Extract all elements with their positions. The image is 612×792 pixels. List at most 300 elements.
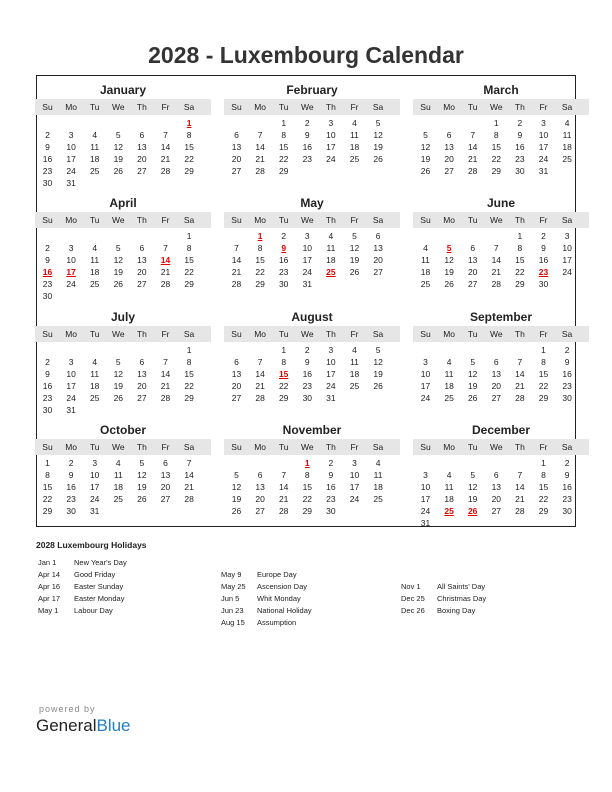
day: 24 <box>420 392 431 403</box>
weekday-label: We <box>489 328 503 339</box>
day: 16 <box>326 481 336 492</box>
day: 21 <box>231 267 242 278</box>
day: 12 <box>113 255 124 266</box>
weekday-header <box>35 212 211 228</box>
day: 17 <box>302 255 313 266</box>
day: 11 <box>562 130 572 140</box>
day: 27 <box>160 493 171 504</box>
day: 2 <box>564 457 570 468</box>
day: 31 <box>66 178 76 188</box>
day: 22 <box>278 380 289 391</box>
weekday-label: Tu <box>278 215 289 226</box>
day: 27 <box>231 392 242 403</box>
day: 15 <box>302 481 313 492</box>
holiday-item <box>38 581 127 593</box>
day: 31 <box>89 505 100 516</box>
day: 20 <box>491 493 502 504</box>
day: 24 <box>538 154 549 164</box>
day: 30 <box>562 392 572 403</box>
day: 19 <box>137 481 147 492</box>
day: 16 <box>42 380 53 391</box>
month-name: December <box>471 422 531 437</box>
day: 13 <box>231 142 242 152</box>
holiday-date: Jun 5 <box>221 594 240 603</box>
weekday-label: Fr <box>350 215 359 226</box>
day: 11 <box>444 368 454 379</box>
day: 15 <box>538 481 549 492</box>
day: 15 <box>184 368 194 379</box>
day: 30 <box>42 291 53 302</box>
day: 21 <box>160 380 171 391</box>
day: 5 <box>115 243 121 254</box>
day: 11 <box>421 255 430 266</box>
day: 15 <box>184 142 194 152</box>
day: 30 <box>42 178 53 188</box>
day: 17 <box>420 380 431 391</box>
day: 17 <box>66 380 76 391</box>
day: 18 <box>420 267 431 278</box>
day: 5 <box>352 231 357 242</box>
day: 27 <box>467 279 478 290</box>
month-name: June <box>486 196 515 211</box>
day: 28 <box>160 166 171 176</box>
weekday-label: Sa <box>372 102 384 112</box>
day: 5 <box>470 356 476 367</box>
weekday-label: Su <box>42 441 53 452</box>
weekday-label: Fr <box>350 441 359 452</box>
weekday-label: Su <box>42 328 53 339</box>
day: 2 <box>45 130 50 140</box>
day: 1 <box>517 231 523 242</box>
holiday-column <box>221 569 312 629</box>
day: 21 <box>255 154 265 164</box>
day: 6 <box>257 469 263 480</box>
month-name: October <box>99 422 146 437</box>
day: 19 <box>373 142 383 152</box>
day: 29 <box>184 392 194 403</box>
weekday-label: We <box>111 215 125 226</box>
weekday-label: Th <box>136 102 147 112</box>
day: 4 <box>92 356 98 367</box>
day: 29 <box>515 279 525 290</box>
month-name: November <box>282 422 342 437</box>
day: 31 <box>538 166 549 176</box>
day: 1 <box>493 118 499 128</box>
day: 15 <box>515 255 525 266</box>
weekday-label: Tu <box>278 328 289 339</box>
day: 28 <box>467 166 478 176</box>
month-name: April <box>109 196 137 211</box>
day: 2 <box>68 457 74 468</box>
day: 29 <box>255 279 265 290</box>
day: 10 <box>66 142 76 152</box>
day: 17 <box>89 481 100 492</box>
day: 8 <box>45 469 50 480</box>
day: 9 <box>517 130 523 140</box>
month-name: July <box>110 309 135 324</box>
day: 19 <box>467 380 478 391</box>
day: 25 <box>349 154 360 164</box>
day: 20 <box>231 380 242 391</box>
day: 26 <box>349 267 360 278</box>
day: 11 <box>90 142 100 152</box>
day: 28 <box>278 505 289 516</box>
holiday-name: Ascension Day <box>257 582 308 591</box>
day: 29 <box>42 505 53 516</box>
day: 5 <box>115 356 121 367</box>
day: 14 <box>278 481 289 492</box>
weekday-label: Tu <box>467 328 478 339</box>
day: 22 <box>278 154 289 164</box>
day: 1 <box>541 344 546 355</box>
weekday-label: Sa <box>183 215 195 226</box>
day: 22 <box>538 380 549 391</box>
day: 3 <box>423 356 428 367</box>
weekday-label: Sa <box>561 215 573 226</box>
day: 1 <box>281 118 287 128</box>
day: 2 <box>45 356 50 367</box>
weekday-label: Su <box>231 102 242 112</box>
day: 28 <box>255 166 265 176</box>
day: 21 <box>515 493 525 504</box>
day: 14 <box>515 481 525 492</box>
day: 2 <box>304 344 310 355</box>
weekday-label: Su <box>231 328 242 339</box>
day: 28 <box>160 279 171 290</box>
weekday-label: We <box>111 102 125 112</box>
month-september <box>413 303 589 416</box>
day: 14 <box>160 142 171 152</box>
holiday-name: Labour Day <box>74 606 113 615</box>
holiday-date: Apr 17 <box>38 594 61 603</box>
weekday-header <box>35 439 211 455</box>
day: 30 <box>562 505 572 516</box>
day: 19 <box>373 368 383 379</box>
day: 7 <box>163 356 168 367</box>
day: 23 <box>302 380 313 391</box>
holiday-item <box>401 581 486 593</box>
weekday-label: Su <box>42 215 53 226</box>
weekday-label: Th <box>136 328 147 339</box>
weekday-label: Th <box>325 215 336 226</box>
weekday-label: Su <box>42 102 53 112</box>
weekday-label: We <box>300 215 314 226</box>
day: 30 <box>302 392 313 403</box>
day: 28 <box>255 392 265 403</box>
day: 27 <box>373 267 383 278</box>
weekday-label: Tu <box>89 328 100 339</box>
weekday-label: Th <box>514 215 525 226</box>
day: 26 <box>420 166 431 176</box>
holiday-name: Easter Sunday <box>74 582 124 591</box>
weekday-header <box>413 212 589 228</box>
day: 6 <box>446 130 452 140</box>
weekday-label: Fr <box>539 328 548 339</box>
holiday-name: Europe Day <box>257 570 297 579</box>
day: 5 <box>234 469 239 480</box>
day: 25 <box>113 493 124 504</box>
weekday-label: Fr <box>539 102 548 112</box>
day: 4 <box>115 457 121 468</box>
day: 27 <box>137 166 147 176</box>
day: 10 <box>66 368 76 379</box>
day: 22 <box>255 267 265 278</box>
page-title: 2028 - Luxembourg Calendar <box>148 42 464 68</box>
day: 25 <box>420 279 431 290</box>
day: 8 <box>304 469 310 480</box>
holiday-item <box>221 617 312 629</box>
weekday-header <box>413 439 589 455</box>
day: 24 <box>66 279 76 290</box>
day: 20 <box>255 493 265 504</box>
month-name: August <box>291 309 333 324</box>
day: 19 <box>113 267 124 278</box>
weekday-label: Fr <box>161 441 170 452</box>
day: 12 <box>373 356 383 367</box>
day: 1 <box>186 344 192 355</box>
weekday-label: Fr <box>161 328 170 339</box>
month-november <box>224 416 400 529</box>
day: 4 <box>352 344 357 355</box>
holiday-date: Nov 1 <box>401 582 421 591</box>
day: 4 <box>564 118 570 128</box>
weekday-label: Sa <box>561 441 573 452</box>
day: 26 <box>467 392 478 403</box>
day: 23 <box>302 154 313 164</box>
day: 3 <box>68 356 74 367</box>
day: 27 <box>444 166 454 176</box>
holiday-day: 1 <box>186 118 192 128</box>
day: 18 <box>89 267 100 278</box>
day: 12 <box>113 142 124 152</box>
weekday-label: Tu <box>467 215 478 226</box>
day: 28 <box>184 493 194 504</box>
day: 15 <box>42 481 53 492</box>
holiday-name: Christmas Day <box>437 594 487 603</box>
holiday-date: Jun 23 <box>221 606 244 615</box>
weekday-label: Fr <box>539 441 548 452</box>
day: 6 <box>139 356 145 367</box>
weekday-label: Fr <box>161 102 170 112</box>
weekday-label: Tu <box>89 441 100 452</box>
weekday-header <box>413 99 589 115</box>
day: 29 <box>538 392 549 403</box>
day: 24 <box>562 267 572 278</box>
weekday-label: Mo <box>254 215 266 226</box>
month-june <box>413 189 589 302</box>
day: 8 <box>257 243 263 254</box>
day: 8 <box>541 469 546 480</box>
day: 19 <box>420 154 431 164</box>
day: 18 <box>444 493 454 504</box>
day: 24 <box>302 267 313 278</box>
day: 22 <box>184 267 194 278</box>
day: 4 <box>375 457 381 468</box>
day: 31 <box>326 392 336 403</box>
weekday-label: We <box>111 441 125 452</box>
weekday-label: Mo <box>65 215 77 226</box>
weekday-label: We <box>300 441 314 452</box>
day: 15 <box>278 142 289 152</box>
day: 10 <box>420 481 431 492</box>
holiday-name: Boxing Day <box>437 606 476 615</box>
day: 25 <box>89 279 100 290</box>
day: 24 <box>89 493 100 504</box>
holiday-date: Apr 14 <box>38 570 61 579</box>
day: 7 <box>281 469 287 480</box>
day: 12 <box>467 368 478 379</box>
weekday-label: Fr <box>539 215 548 226</box>
day: 13 <box>444 142 454 152</box>
day: 28 <box>231 279 242 290</box>
generalblue-logo: GeneralBlue <box>36 716 131 735</box>
weekday-label: Sa <box>372 441 384 452</box>
day: 20 <box>373 255 383 266</box>
day: 15 <box>184 255 194 266</box>
day: 14 <box>160 368 171 379</box>
weekday-label: Sa <box>183 328 195 339</box>
day: 8 <box>281 356 287 367</box>
day: 23 <box>42 166 53 176</box>
day: 4 <box>446 469 452 480</box>
day: 28 <box>491 279 502 290</box>
day: 6 <box>493 469 499 480</box>
holiday-column <box>38 557 127 617</box>
holiday-date: Apr 16 <box>38 582 61 591</box>
weekday-label: Tu <box>89 102 100 112</box>
day: 27 <box>137 392 147 403</box>
day: 8 <box>281 130 287 140</box>
day: 30 <box>538 279 549 290</box>
weekday-header <box>224 439 400 455</box>
weekday-label: Mo <box>443 215 455 226</box>
day: 16 <box>278 255 289 266</box>
day: 16 <box>515 142 525 152</box>
weekday-label: Th <box>514 441 525 452</box>
day: 16 <box>42 154 53 164</box>
holiday-day: 1 <box>304 457 310 468</box>
day: 16 <box>302 368 313 379</box>
holiday-item <box>38 569 127 581</box>
weekday-label: Mo <box>443 102 455 112</box>
day: 9 <box>45 255 50 266</box>
day: 7 <box>234 243 239 254</box>
day: 27 <box>137 279 147 290</box>
day: 23 <box>515 154 525 164</box>
day: 13 <box>137 142 147 152</box>
day: 16 <box>562 481 572 492</box>
day: 21 <box>184 481 194 492</box>
holiday-day: 5 <box>446 243 452 254</box>
day: 22 <box>515 267 525 278</box>
day: 18 <box>349 368 360 379</box>
month-december <box>413 416 589 529</box>
calendar-grid <box>36 75 576 527</box>
day: 29 <box>302 505 313 516</box>
weekday-label: Mo <box>254 328 266 339</box>
weekday-label: Fr <box>350 102 359 112</box>
day: 27 <box>255 505 265 516</box>
day: 11 <box>373 469 383 480</box>
day: 28 <box>515 505 525 516</box>
day: 19 <box>231 493 242 504</box>
day: 29 <box>538 505 549 516</box>
day: 2 <box>328 457 334 468</box>
weekday-label: Fr <box>161 215 170 226</box>
day: 9 <box>541 243 546 254</box>
day: 18 <box>562 142 572 152</box>
day: 17 <box>349 481 360 492</box>
weekday-label: Th <box>514 102 525 112</box>
weekday-header <box>224 99 400 115</box>
day: 3 <box>352 457 357 468</box>
day: 23 <box>562 493 572 504</box>
weekday-label: We <box>300 102 314 112</box>
day: 10 <box>420 368 431 379</box>
day: 30 <box>278 279 289 290</box>
day: 5 <box>470 469 476 480</box>
day: 27 <box>491 505 502 516</box>
weekday-label: Th <box>325 441 336 452</box>
weekday-label: Sa <box>561 328 573 339</box>
weekday-label: Sa <box>372 328 384 339</box>
day: 2 <box>564 344 570 355</box>
day: 14 <box>255 368 265 379</box>
day: 11 <box>350 356 359 367</box>
day: 30 <box>42 404 53 415</box>
day: 26 <box>137 493 147 504</box>
weekday-label: Su <box>420 102 431 112</box>
weekday-label: Su <box>420 441 431 452</box>
day: 9 <box>328 469 334 480</box>
day: 9 <box>304 130 310 140</box>
day: 19 <box>113 380 124 391</box>
day: 4 <box>352 118 357 128</box>
day: 20 <box>137 154 147 164</box>
day: 14 <box>255 142 265 152</box>
day: 6 <box>139 243 145 254</box>
day: 11 <box>326 243 336 254</box>
powered-by-text: powered by <box>39 704 96 714</box>
day: 22 <box>184 380 194 391</box>
day: 10 <box>89 469 100 480</box>
day: 4 <box>446 356 452 367</box>
day: 20 <box>231 154 242 164</box>
weekday-header <box>224 212 400 228</box>
day: 12 <box>420 142 431 152</box>
holiday-day: 23 <box>538 267 549 278</box>
holiday-day: 15 <box>278 368 289 379</box>
month-name: September <box>469 309 533 324</box>
weekday-label: Sa <box>561 102 573 112</box>
day: 8 <box>493 130 499 140</box>
day: 12 <box>137 469 147 480</box>
day: 29 <box>184 166 194 176</box>
day: 22 <box>538 493 549 504</box>
weekday-label: Mo <box>65 102 77 112</box>
weekday-label: Th <box>136 441 147 452</box>
day: 17 <box>326 142 336 152</box>
day: 20 <box>160 481 171 492</box>
holiday-item <box>221 605 312 617</box>
weekday-label: Tu <box>467 441 478 452</box>
holiday-day: 14 <box>160 255 171 266</box>
weekday-label: We <box>489 102 503 112</box>
day: 25 <box>89 166 100 176</box>
day: 28 <box>160 392 171 403</box>
month-name: January <box>99 83 147 97</box>
day: 26 <box>373 154 383 164</box>
